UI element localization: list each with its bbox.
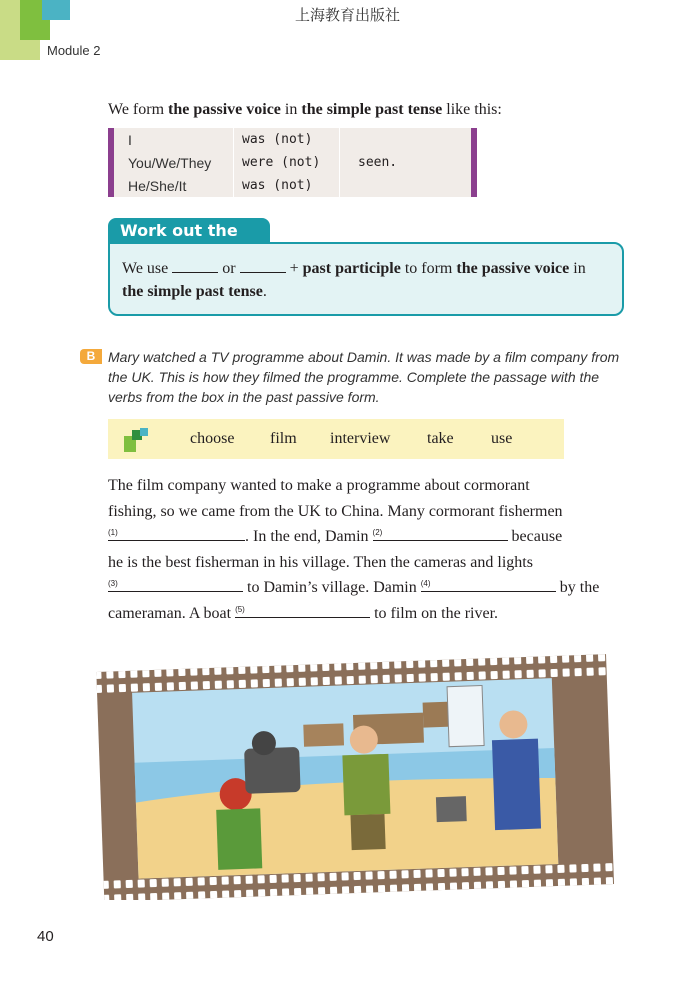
verb-cell: was (not) bbox=[242, 132, 313, 147]
answer-blank-2[interactable]: (2) bbox=[373, 524, 508, 541]
rule-title: Work out the bbox=[108, 218, 270, 244]
passage-line: he is the best fisherman in his village. Then the cameras and lights bbox=[108, 553, 533, 571]
passage-line: (3) to Damin’s village. Damin (4) by the bbox=[108, 575, 628, 601]
answer-blank-5[interactable]: (5) bbox=[235, 601, 370, 618]
passive-table bbox=[108, 128, 477, 197]
subject-cell: You/We/They bbox=[128, 155, 212, 171]
film-strip-illustration bbox=[95, 645, 615, 900]
rule-blank-2[interactable] bbox=[240, 261, 286, 273]
publisher-name: 上海教育出版社 bbox=[294, 6, 400, 24]
word-take: take bbox=[427, 430, 454, 447]
subject-cell: He/She/It bbox=[128, 178, 187, 194]
verb-cell: was (not) bbox=[242, 178, 313, 193]
passage-line: The film company wanted to make a programme about cormorant bbox=[108, 477, 530, 494]
squares-icon bbox=[124, 428, 148, 452]
module-label: Module 2 bbox=[47, 43, 101, 58]
section-b-instructions: Mary watched a TV programme about Damin. It was made by a film company from the UK. This is how they filmed the programme. Complete the passage with the verbs from the box in the past passive form. bbox=[108, 349, 620, 405]
answer-blank-1[interactable]: (1) bbox=[108, 524, 245, 541]
subject-column bbox=[114, 128, 234, 197]
page-number: 40 bbox=[37, 928, 54, 945]
word-box bbox=[108, 419, 564, 459]
passage-line: cameraman. A boat (5) to film on the river. bbox=[108, 601, 628, 627]
participle-cell: seen. bbox=[358, 155, 398, 170]
verb-column bbox=[234, 128, 340, 197]
passage-line: fishing, so we came from the UK to China. Many cormorant fishermen bbox=[108, 502, 563, 520]
participle-column bbox=[340, 128, 471, 197]
fill-in-passage bbox=[108, 473, 628, 626]
verb-cell: were (not) bbox=[242, 155, 321, 170]
answer-blank-3[interactable]: (3) bbox=[108, 575, 243, 592]
rule-blank-1[interactable] bbox=[172, 261, 218, 273]
passage-line: (1) . In the end, Damin (2) because bbox=[108, 524, 628, 550]
section-b-badge: B bbox=[80, 349, 102, 364]
answer-blank-4[interactable]: (4) bbox=[421, 575, 556, 592]
word-use: use bbox=[491, 430, 513, 447]
word-interview: interview bbox=[330, 430, 391, 447]
intro-sentence: We form the passive voice in the simple past tense like this: bbox=[108, 101, 502, 118]
rule-box: We use or + past participle to form the passive voice in the simple past tense. bbox=[108, 242, 624, 316]
subject-cell: I bbox=[128, 132, 132, 148]
word-choose: choose bbox=[190, 430, 235, 447]
word-film: film bbox=[270, 430, 297, 447]
